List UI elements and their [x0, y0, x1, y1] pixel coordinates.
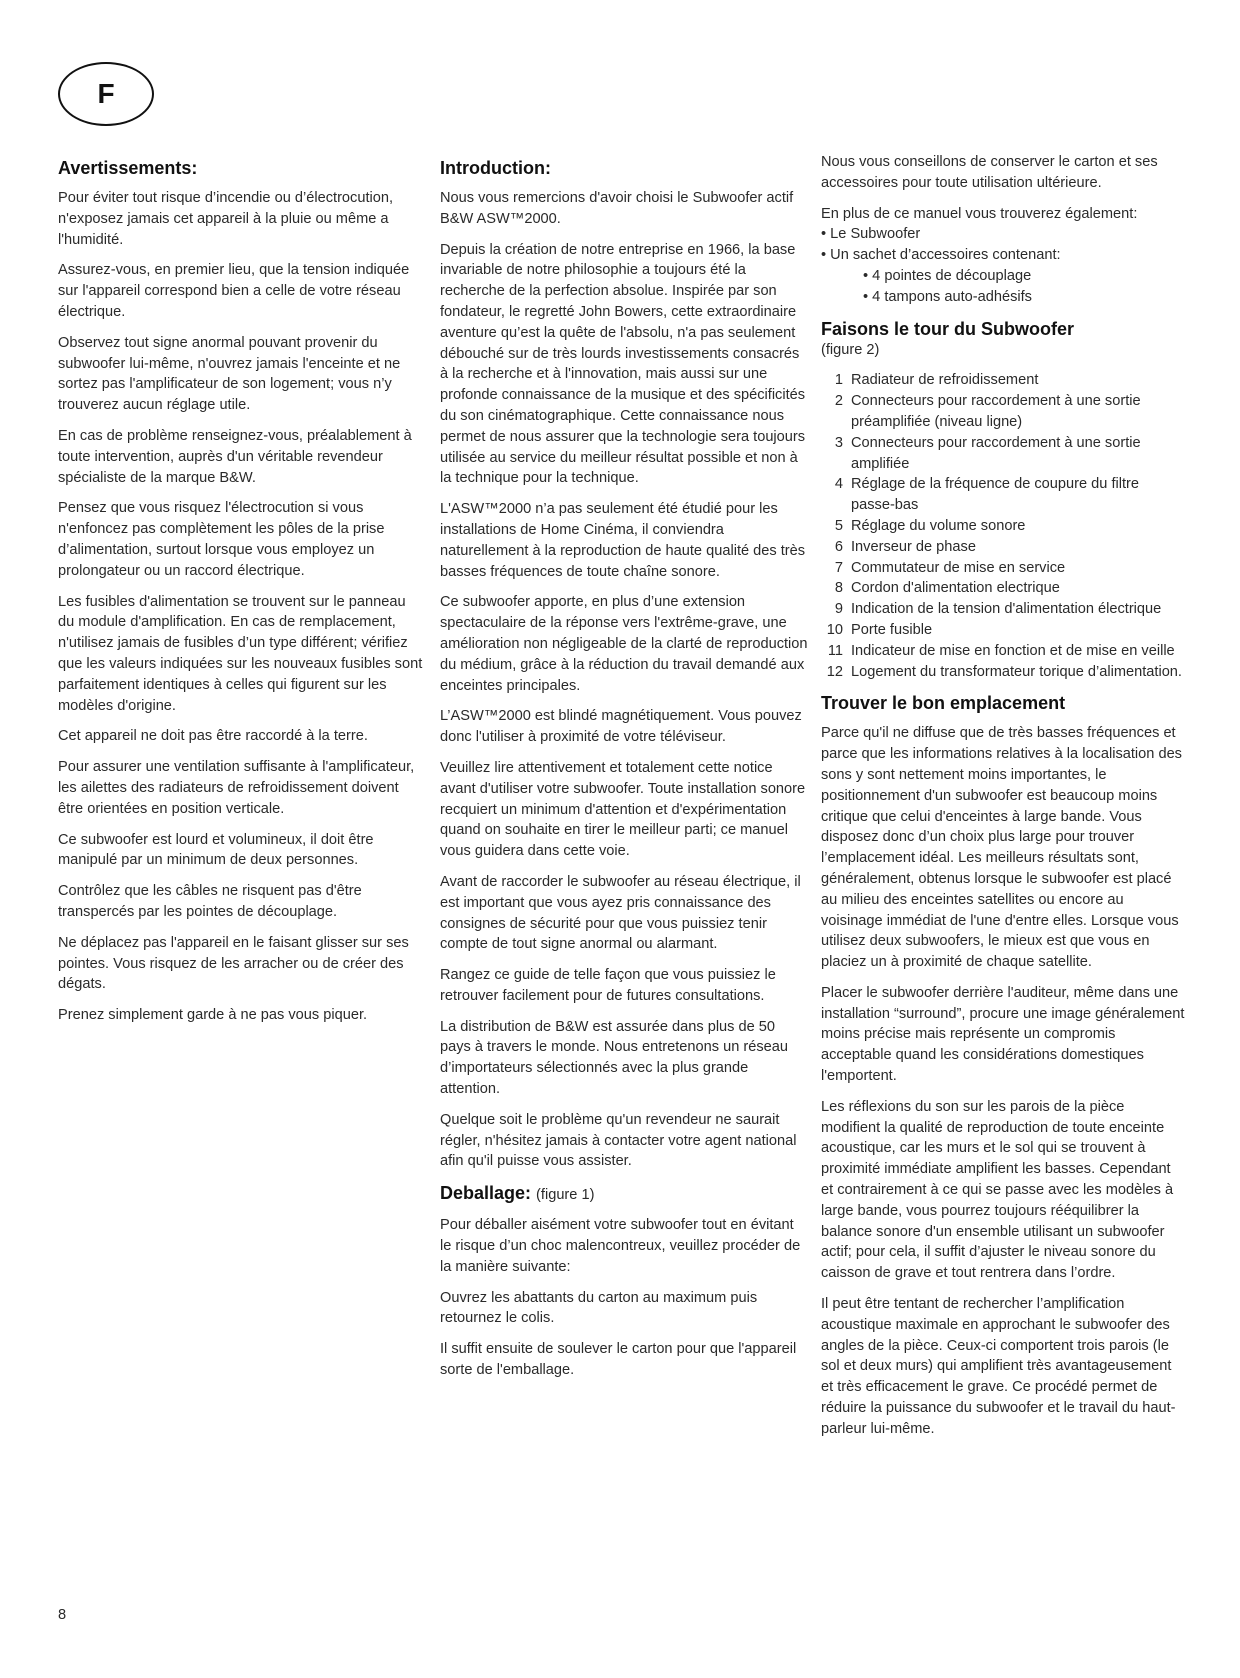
item-number: 10	[826, 621, 843, 638]
column-warnings	[58, 152, 423, 1036]
column-introduction	[440, 152, 808, 1391]
figure-ref: (figure 1)	[536, 1187, 595, 1204]
paragraph: Ce subwoofer apporte, en plus d’une extension spectaculaire de la réponse vers l'extrême-grave, une amélioration non négligeable de la clarté de reproduction du médium, grâce à la réduction du travail demandé aux enceintes principales.	[440, 594, 808, 694]
paragraph: L'ASW™2000 n’a pas seulement été étudié pour les installations de Home Cinéma, il conviendra naturellement à la reproduction de haute qualité des très basses fréquences de toute chaîne sonore.	[440, 501, 806, 580]
paragraph: Nous vous conseillons de conserver le carton et ses accessoires pour toute utilisation ultérieure.	[821, 154, 1158, 191]
paragraph: Il suffit ensuite de soulever le carton pour que l'appareil sorte de l'emballage.	[440, 1341, 797, 1379]
paragraph: Quelque soit le problème qu'un revendeur ne saurait régler, n'hésitez jamais à contacter votre agent national afin qu'il puisse vous assister.	[440, 1111, 797, 1170]
item-number: 7	[834, 559, 843, 576]
item-text: Cordon d'alimentation electrique	[851, 580, 1060, 597]
paragraph: Assurez-vous, en premier lieu, que la tension indiquée sur l'appareil correspond bien a celle de votre réseau électrique.	[58, 262, 410, 320]
paragraph: Depuis la création de notre entreprise en 1966, la base invariable de notre philosophie a toujours été la recherche de la perfection absolue. Inspirée par son fondateur, le regretté John Bowers, cette extraordinaire aventure qu’est la quête de l'absolu, n'a pas seulement débouché sur de très lourds investissements consacrés à la recherche et à l'innovation, mais aussi sur une profonde connaissance de la musique et des spécificités du son cinématographique. Cette connaissance nous permet de nous assurer que la technologie sera toujours utilisée au service du meilleur résultat possible et non à la technique pour la technique.	[440, 241, 806, 487]
item-number: 5	[834, 517, 843, 534]
list-item: • Un sachet d’accessoires contenant:	[821, 247, 1061, 264]
sub-list-item: • 4 tampons auto-adhésifs	[863, 288, 1032, 305]
item-number: 4	[834, 476, 843, 493]
item-text: Indication de la tension d'alimentation électrique	[851, 601, 1162, 618]
paragraph: Ne déplacez pas l'appareil en le faisant glisser sur ses pointes. Vous risquez de les arracher ou de créer des dégats.	[58, 934, 409, 993]
paragraph: Les fusibles d'alimentation se trouvent sur le panneau du module d'amplification. En cas de remplacement, n'utilisez jamais de fusibles d’un type différent; vérifiez que les valeurs indiquées sur les nouveaux fusibles sont parfaitement identiques à celles qui figurent sur les modèles d'origine.	[58, 593, 423, 714]
tour-heading: Faisons le tour du Subwoofer	[821, 318, 1075, 339]
list-item: • Le Subwoofer	[821, 226, 921, 243]
list-item	[821, 578, 1186, 599]
language-badge: F	[58, 62, 154, 126]
paragraph: Observez tout signe anormal pouvant provenir du subwoofer lui-même, n'ouvrez jamais l'enceinte et ne sortez pas l'amplificateur de son logement; vous n’y trouverez aucun réglage utile.	[58, 334, 401, 414]
item-text: Connecteurs pour raccordement à une sortie préamplifiée (niveau ligne)	[851, 393, 1141, 430]
paragraph: Veuillez lire attentivement et totalement cette notice avant d'utiliser votre subwoofer. Toute installation sonore recquiert un minimum d'attention et d'expérimentation quand on souhaite en tirer le meilleur parti; ce manuel vous guidera dans cette voie.	[440, 759, 806, 860]
list-item	[821, 599, 1186, 620]
paragraph: Cet appareil ne doit pas être raccordé à la terre.	[58, 728, 368, 745]
parts-list	[821, 370, 1186, 682]
paragraph: Pensez que vous risquez l'électrocution si vous n'enfoncez pas complètement les pôles de la prise d’alimentation, surtout lorsque vous employez un prolongateur ou un raccord électrique.	[58, 500, 385, 579]
warnings-heading: Avertissements:	[58, 158, 198, 178]
paragraph: Contrôlez que les câbles ne risquent pas d'être transpercés par les pointes de découplage.	[58, 883, 362, 920]
introduction-heading: Introduction:	[440, 158, 551, 178]
paragraph: Nous vous remercions d'avoir choisi le Subwoofer actif B&W ASW™2000.	[440, 190, 794, 227]
item-number: 1	[834, 372, 843, 389]
item-text: Connecteurs pour raccordement à une sortie amplifiée	[851, 434, 1141, 472]
list-item	[821, 474, 1186, 516]
sub-list-item: • 4 pointes de découplage	[863, 267, 1032, 284]
paragraph: En cas de problème renseignez-vous, préalablement à toute intervention, auprès d'un véritable revendeur spécialiste de la marque B&W.	[58, 427, 412, 486]
item-text: Radiateur de refroidissement	[851, 372, 1039, 389]
paragraph: Pour déballer aisément votre subwoofer tout en évitant le risque d’un choc malencontreux, veuillez procéder de la manière suivante:	[440, 1217, 801, 1275]
item-number: 9	[834, 601, 843, 618]
item-number: 8	[834, 580, 843, 597]
unpacking-heading	[440, 1182, 808, 1206]
list-item	[821, 620, 1186, 641]
paragraph: Ce subwoofer est lourd et volumineux, il doit être manipulé par un minimum de deux personnes.	[58, 831, 374, 869]
item-number: 3	[834, 434, 843, 451]
list-item	[821, 433, 1186, 475]
column-overview	[821, 152, 1186, 1450]
paragraph: Parce qu'il ne diffuse que de très basses fréquences et parce que les informations relatives à la localisation des sons y sont nettement moins importantes, le positionnement d'un subwoofer est beaucoup moins critique que celui d'enceintes à large bande. Vous disposez donc d’un choix plus large pour trouver l’emplacement idéal. Les meilleurs résultats sont, généralement, obtenus lorsque le subwoofer est placé au milieu des enceintes satellites ou encore au voisinage immédiat de l'une d'entre elles. Lorsque vous utilisez deux subwoofers, le mieux est que vous en placiez un à proximité de chaque satellite.	[821, 725, 1182, 971]
list-item	[821, 516, 1186, 537]
paragraph: Prenez simplement garde à ne pas vous piquer.	[58, 1007, 368, 1024]
list-item	[821, 662, 1186, 683]
item-number: 11	[827, 642, 843, 659]
paragraph: Pour éviter tout risque d’incendie ou d’électrocution, n'exposez jamais cet appareil à la pluie ou même a l'humidité.	[58, 190, 394, 248]
paragraph: Il peut être tentant de rechercher l’amplification acoustique maximale en approchant le subwoofer des angles de la pièce. Ceux-ci comportent trois parois (le sol et deux murs) qui amplifient très avantageusement et très efficacement le grave. Ce procédé permet de réduire la puissance du subwoofer et le travail du haut-parleur lui-même.	[821, 1296, 1176, 1437]
contents-intro: En plus de ce manuel vous trouverez également:	[821, 205, 1138, 222]
list-item	[821, 558, 1186, 579]
list-item	[821, 641, 1186, 662]
paragraph: Avant de raccorder le subwoofer au réseau électrique, il est important que vous ayez pris connaissance des consignes de sécurité pour que vous puissiez tenir compte de tout signe anormal ou alarmant.	[440, 873, 801, 953]
placement-heading: Trouver le bon emplacement	[821, 693, 1066, 714]
paragraph: L’ASW™2000 est blindé magnétiquement. Vous pouvez donc l'utiliser à proximité de votre téléviseur.	[440, 708, 802, 746]
paragraph: Les réflexions du son sur les parois de la pièce modifient la qualité de reproduction de toute enceinte acoustique, car les murs et le sol qui se trouvent à proximité immédiate amplifient les basses. Cependant et contrairement à ce qui se passe avec les modèles à large bande, vous pourrez toujours rééquilibrer la balance sonore d'un ensemble utilisant un subwoofer actif; pour cela, il suffit d’ajuster le niveau sonore du caisson de grave et tout rentrera dans l’ordre.	[821, 1098, 1174, 1282]
paragraph: La distribution de B&W est assurée dans plus de 50 pays à travers le monde. Nous entretenons un réseau d’importateurs sélectionnés avec la plus grande attention.	[440, 1018, 789, 1098]
item-text: Indicateur de mise en fonction et de mise en veille	[851, 642, 1175, 659]
paragraph: Rangez ce guide de telle façon que vous puissiez le retrouver facilement pour de futures consultations.	[440, 967, 776, 1004]
list-item	[821, 391, 1186, 433]
item-text: Porte fusible	[851, 621, 933, 638]
paragraph: Placer le subwoofer derrière l'auditeur, même dans une installation “surround”, procure une image généralement moins précise mais représente un compromis acceptable quand les considérations domestiques l'emportent.	[821, 984, 1185, 1085]
list-item	[821, 537, 1186, 558]
item-text: Réglage du volume sonore	[851, 517, 1026, 534]
paragraph: Ouvrez les abattants du carton au maximum puis retournez le colis.	[440, 1289, 758, 1327]
item-text: Inverseur de phase	[851, 538, 976, 555]
item-text: Commutateur de mise en service	[851, 559, 1066, 576]
item-text: Réglage de la fréquence de coupure du filtre passe-bas	[851, 476, 1140, 514]
item-number: 2	[834, 393, 843, 410]
item-number: 12	[826, 663, 843, 680]
page-number: 8	[58, 1607, 67, 1623]
item-number: 6	[834, 538, 843, 555]
list-item	[821, 370, 1186, 391]
paragraph: Pour assurer une ventilation suffisante à l'amplificateur, les ailettes des radiateurs de refroidissement doivent être orientées en position verticale.	[58, 759, 415, 817]
figure-ref: (figure 2)	[821, 341, 880, 358]
item-text: Logement du transformateur torique d’alimentation.	[851, 663, 1182, 680]
unpacking-heading-text: Deballage:	[440, 1183, 532, 1204]
